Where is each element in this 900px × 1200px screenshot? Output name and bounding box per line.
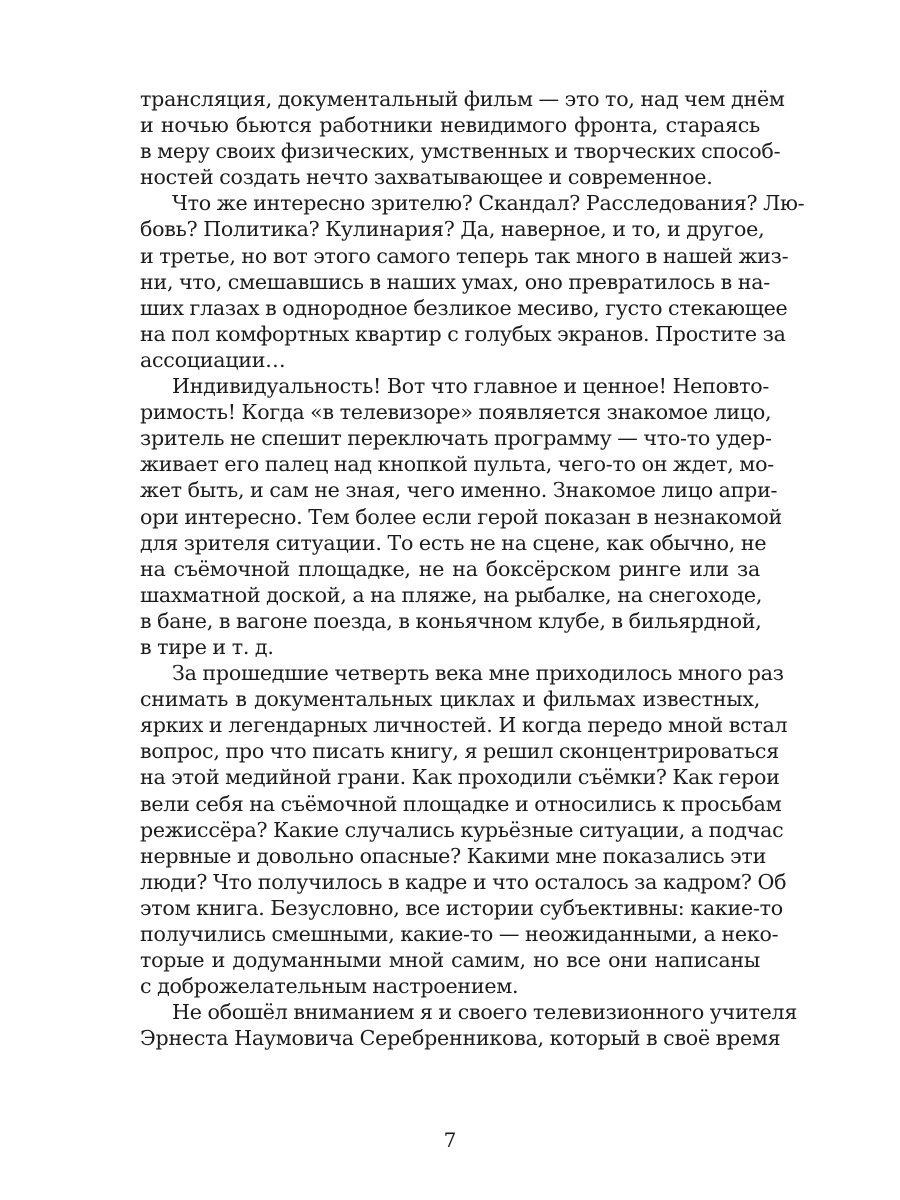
text-line: Что же интересно зрителю? Скандал? Расследования? Лю- xyxy=(172,191,805,216)
text-line: ни, что, смешавшись в наших умах, оно превратилось в на- xyxy=(140,269,770,294)
page-number: 7 xyxy=(443,1128,457,1152)
text-line: зритель не спешит переключать программу — что-то удер- xyxy=(140,426,772,451)
text-line: ярких и легендарных личностей. И когда передо мной встал xyxy=(140,713,788,738)
text-line: в бане, в вагоне поезда, в коньячном клубе, в бильярдной, xyxy=(140,608,762,633)
text-line: шахматной доской, а на пляже, на рыбалке, на снегоходе, xyxy=(140,582,763,607)
paragraph-4 xyxy=(140,660,788,999)
text-line: в меру своих физических, умственных и творческих способ- xyxy=(140,139,781,164)
text-line: вели себя на съёмочной площадке и относились к просьбам xyxy=(140,791,782,816)
text-line: получились смешными, какие-то — неожиданными, а неко- xyxy=(140,922,779,946)
text-line: люди? Что получилось в кадре и что осталось за кадром? Об xyxy=(140,869,787,894)
text-line: с доброжелательным настроением. xyxy=(140,974,519,999)
text-line: этом книга. Безусловно, все истории субъективны: какие-то xyxy=(140,895,783,920)
text-line: в тире и т. д. xyxy=(140,634,274,659)
text-line: ори интересно. Тем более если герой показан в незнакомой xyxy=(140,504,782,529)
text-line: торые и додуманными мной самим, но все они написаны xyxy=(140,948,760,973)
text-line: жет быть, и сам не зная, чего именно. Знакомое лицо апри- xyxy=(140,478,778,503)
text-line: снимать в документальных циклах и фильмах известных, xyxy=(140,687,760,712)
paragraph-1 xyxy=(140,86,785,190)
text-line: на пол комфортных квартир с голубых экранов. Простите за xyxy=(140,321,786,346)
text-line: и ночью бьются работники невидимого фронта, стараясь xyxy=(140,113,760,138)
text-line: нервные и довольно опасные? Какими мне показались эти xyxy=(140,843,767,868)
text-line: ностей создать нечто захватывающее и современное. xyxy=(140,165,713,190)
text-line: трансляция, документальный фильм — это то, над чем днём xyxy=(140,87,785,111)
text-line: на этой медийной грани. Как проходили съёмки? Как герои xyxy=(140,765,780,790)
text-line: Не обошёл вниманием я и своего телевизионного учителя xyxy=(172,1000,798,1025)
text-line: и третье, но вот этого самого теперь так много в нашей жиз- xyxy=(140,243,789,268)
text-line: режиссёра? Какие случались курьёзные ситуации, а подчас xyxy=(140,817,784,842)
text-line: Индивидуальность! Вот что главное и ценное! Неповто- xyxy=(172,374,770,399)
text-line: для зрителя ситуации. То есть не на сцене, как обычно, не xyxy=(140,530,767,555)
body-text xyxy=(140,86,805,1051)
text-line: на съёмочной площадке, не на боксёрском ринге или за xyxy=(140,556,760,581)
text-line: ассоциации… xyxy=(140,347,286,372)
text-line: бовь? Политика? Кулинария? Да, наверное, и то, и другое, xyxy=(140,217,765,242)
text-line: живает его палец над кнопкой пульта, чего-то он ждет, мо- xyxy=(140,452,774,477)
text-line: вопрос, про что писать книгу, я решил сконцентрироваться xyxy=(140,739,779,764)
text-line: Эрнеста Наумовича Серебренникова, который в своё время xyxy=(140,1026,781,1051)
text-line: ших глазах в однородное безликое месиво, густо стекающее xyxy=(140,295,788,320)
paragraph-5 xyxy=(140,999,798,1051)
paragraph-2 xyxy=(140,190,805,373)
paragraph-3 xyxy=(140,373,782,660)
text-line: римость! Когда «в телевизоре» появляется знакомое лицо, xyxy=(140,400,772,425)
text-line: За прошедшие четверть века мне приходилось много раз xyxy=(172,661,784,686)
